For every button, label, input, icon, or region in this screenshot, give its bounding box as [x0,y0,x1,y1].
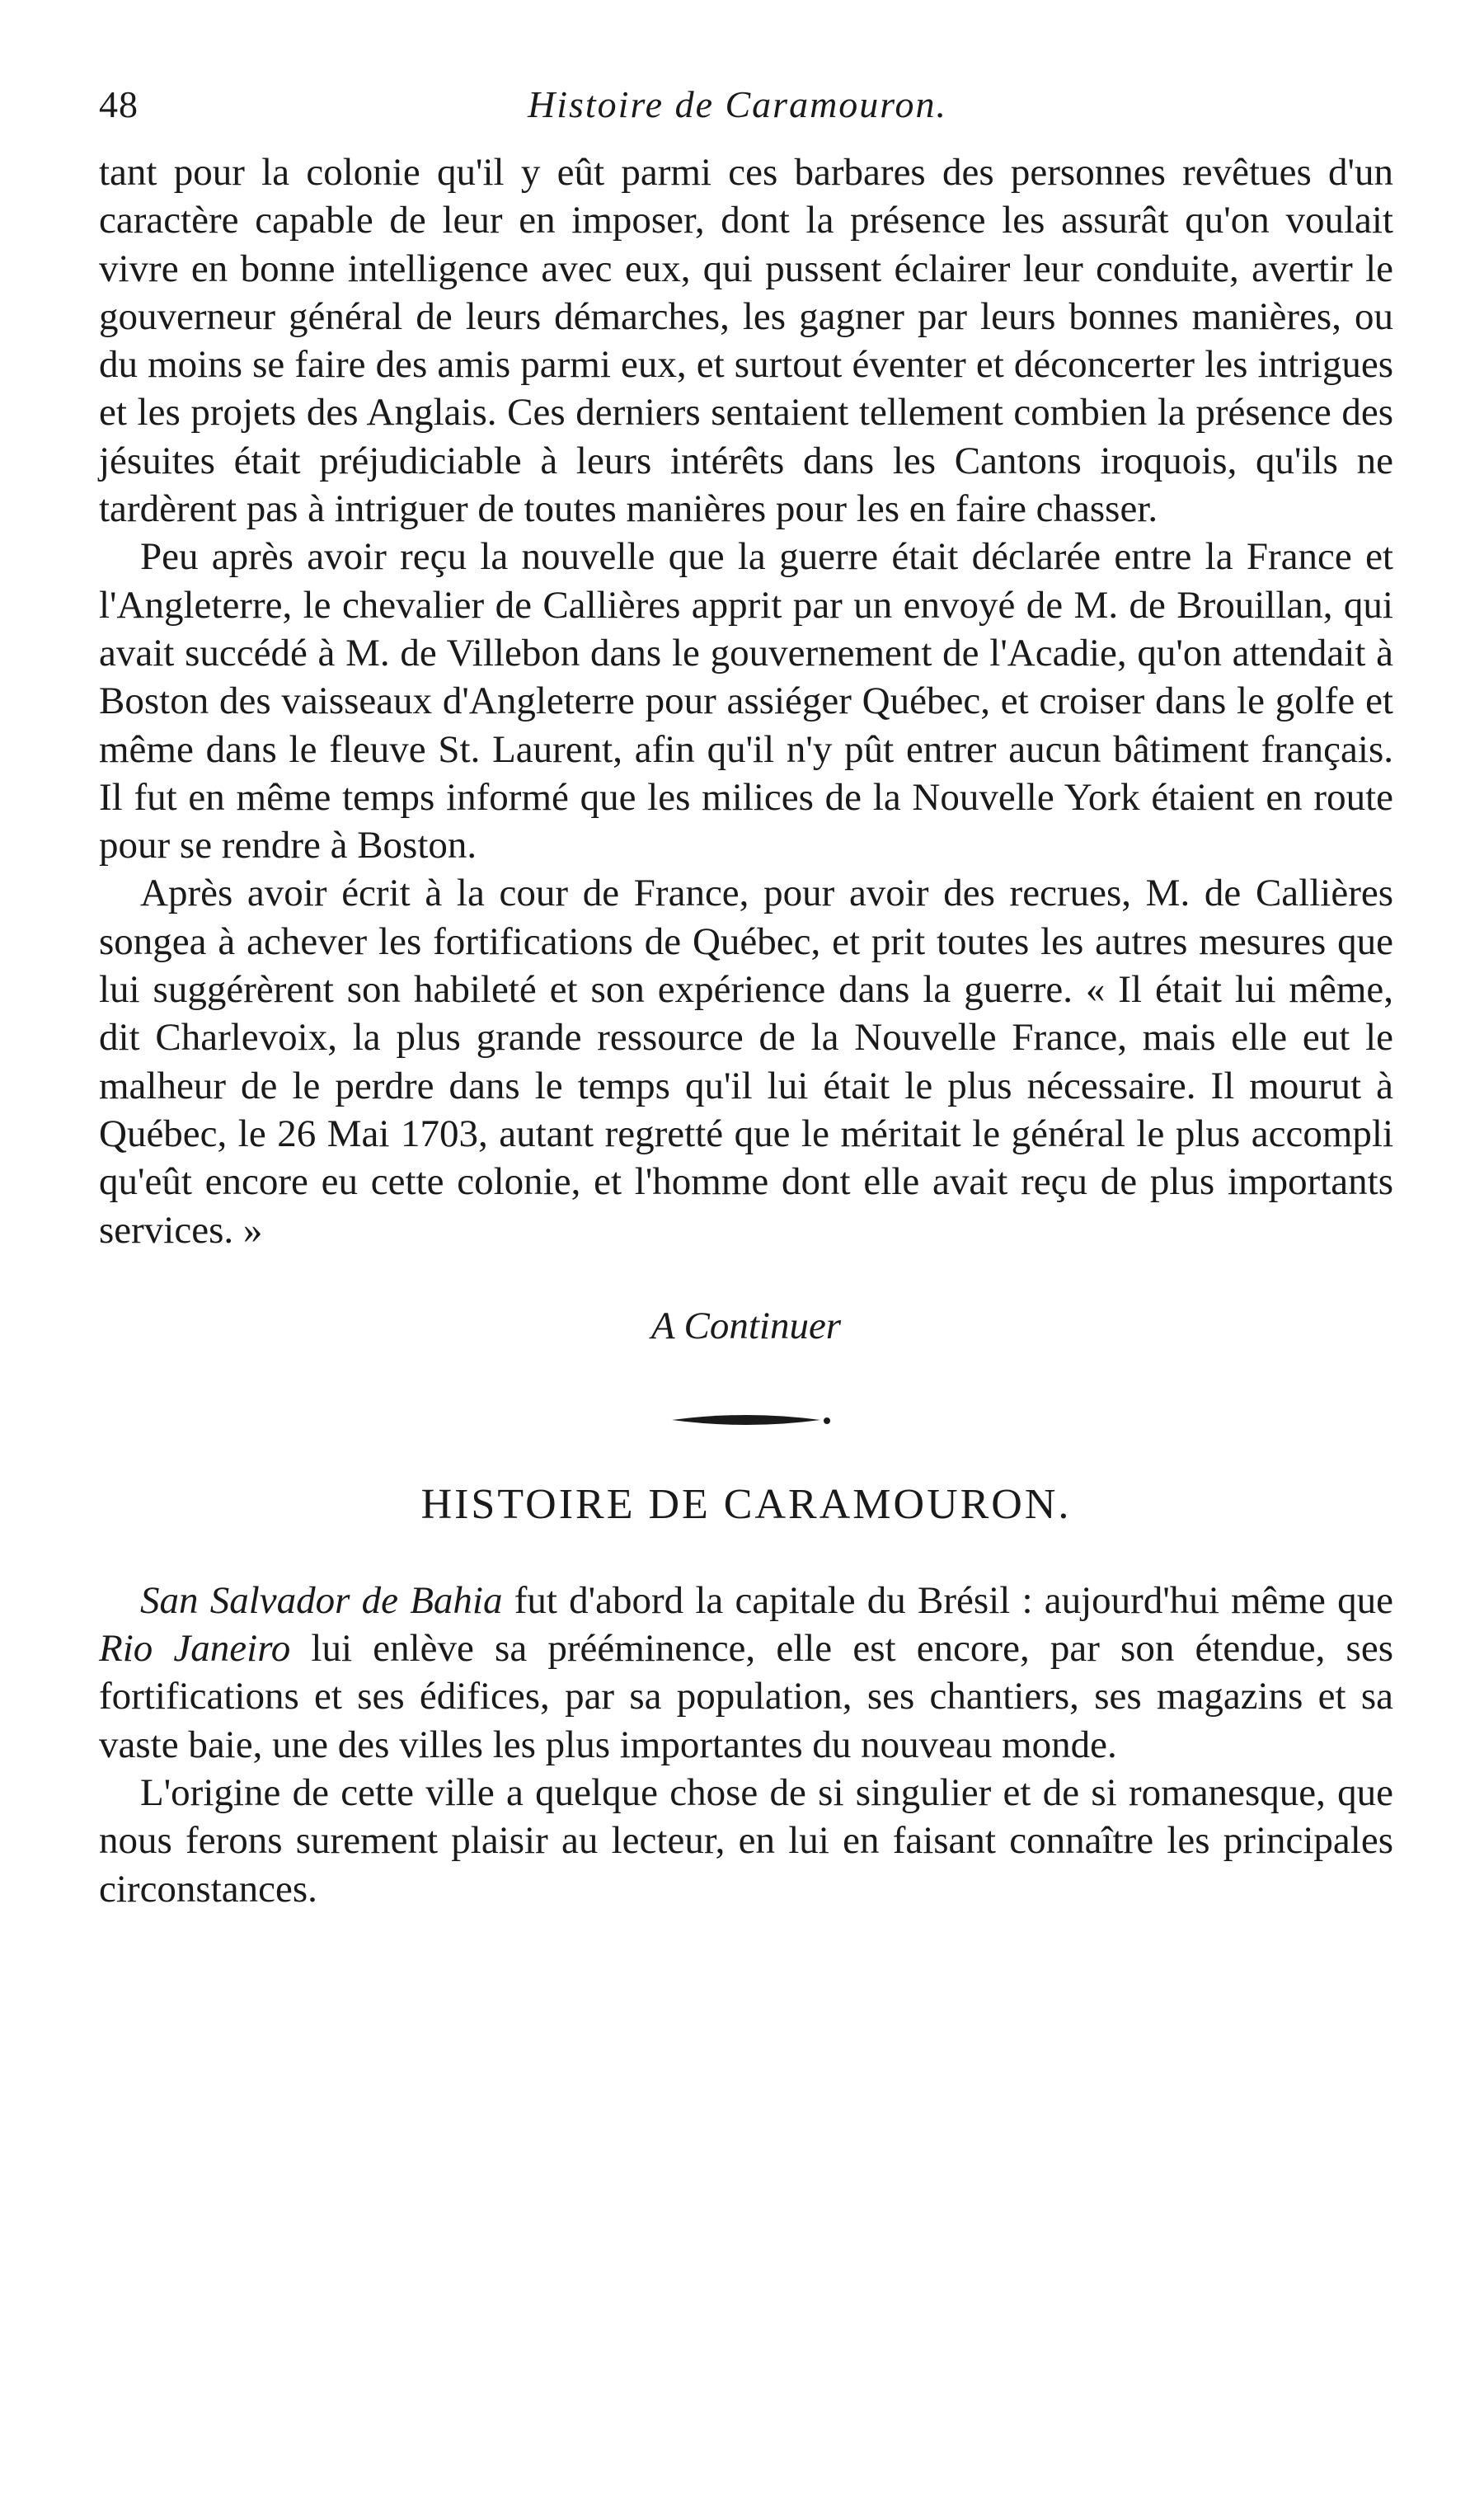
paragraph-1: tant pour la colonie qu'il y eût parmi ces barbares des personnes revêtues d'un caractère capable de leur en imposer, dont la présence les assurât qu'on voulait vivre en bonne intelligence avec eux, qui pussent éclairer leur conduite, avertir le gouverneur général de leurs démarches, les gagner par leurs bonnes manières, ou du moins se faire des amis parmi eux, et surtout éventer et déconcerter les intrigues et les projets des Anglais. Ces derniers sentaient tellement combien la présence des jésuites était préjudiciable à leurs intérêts dans les Cantons iroquois, qu'ils ne tardèrent pas à intriguer de toutes manières pour les en faire chasser. [99,151,1393,531]
paragraph-2: Peu après avoir reçu la nouvelle que la guerre était déclarée entre la France et l'Angleterre, le chevalier de Callières apprit par un envoyé de M. de Brouillan, qui avait succédé à M. de Villebon dans le gouvernement de l'Acadie, qu'on attendait à Boston des vaisseaux d'Angleterre pour assiéger Québec, et croiser dans le golfe et même dans le fleuve St. Laurent, afin qu'il n'y pût entrer aucun bâtiment français. Il fut en même temps informé que les milices de la Nouvelle York étaient en route pour se rendre à Boston. [99,535,1393,867]
page-number: 48 [99,83,139,125]
running-title: Histoire de Caramouron. [528,83,947,125]
paragraph-4 [99,1577,1393,1769]
body-text [99,148,1393,1254]
page [99,82,1393,1913]
section-body [99,1577,1393,1913]
ornament-rule-icon [655,1408,837,1432]
paragraph-4-text-1: fut d'abord la capitale du Brésil : aujourd'hui même que [502,1578,1393,1622]
continued-note: A Continuer [650,1304,842,1347]
place-name-rio: Rio Janeiro [99,1627,291,1671]
ornament-divider [99,1408,1393,1432]
running-head [99,82,1393,148]
paragraph-5: L'origine de cette ville a quelque chose de si singulier et de si romanesque, que nous ferons surement plaisir au lecteur, en lui en faisant connaître les principales circonstances. [99,1771,1393,1911]
paragraph-3: Après avoir écrit à la cour de France, pour avoir des recrues, M. de Callières songea à achever les fortifications de Québec, et prit toutes les autres mesures que lui suggérèrent son habileté et son expérience dans la guerre. « Il était lui même, dit Charlevoix, la plus grande ressource de la Nouvelle France, mais elle eut le malheur de le perdre dans le temps qu'il lui était le plus nécessaire. Il mourut à Québec, le 26 Mai 1703, autant regretté que le méritait le général le plus accompli qu'eût encore eu cette colonie, et l'homme dont elle avait reçu de plus importants services. » [99,872,1393,1252]
place-name-bahia: San Salvador de Bahia [140,1578,503,1622]
section-title: HISTOIRE DE CARAMOURON. [420,1480,1072,1528]
paragraph-4-text-2: lui enlève sa prééminence, elle est encore, par son étendue, ses fortifications et ses édifices, par sa population, ses chantiers, ses magazins et sa vaste baie, une des villes les plus importantes du nouveau monde. [99,1627,1393,1766]
